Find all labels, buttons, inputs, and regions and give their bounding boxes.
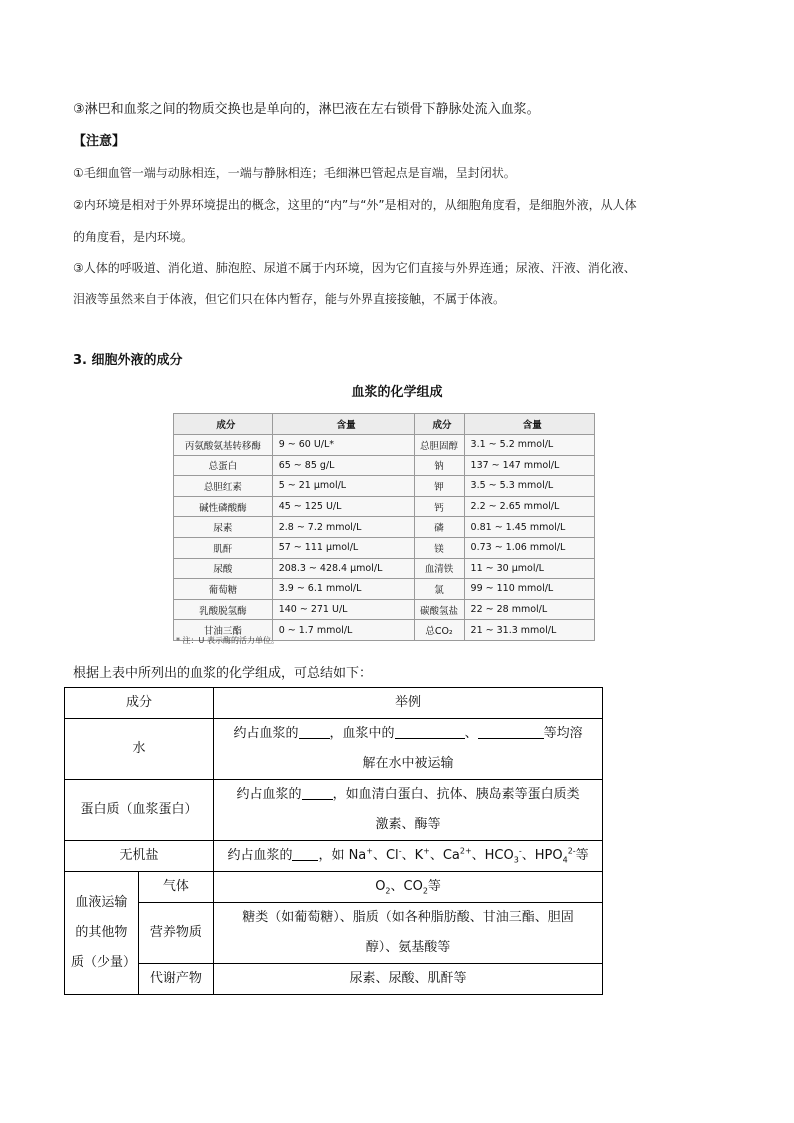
cell: 2.2 ~ 2.65 mmol/L [464,496,594,517]
water-label: 水 [65,719,214,780]
table-row [174,496,595,517]
water-blank-percent[interactable] [299,724,330,739]
cell: 21 ~ 31.3 mmol/L [464,620,594,641]
cell: 0.73 ~ 1.06 mmol/L [464,537,594,558]
water-text-2: ，血浆中的 [329,726,395,741]
summary-intro: 根据上表中所列出的血浆的化学组成，可总结如下： [73,666,373,681]
salt-text-1: 约占血浆的 [227,848,293,863]
cell: 11 ~ 30 μmol/L [464,558,594,579]
plasma-table-footnote: * 注：U 表示酶的活力单位。 [176,636,279,645]
note-item-3-line-2: 泪液等虽然来自于体液，但它们只在体内暂存，能与外界直接接触，不属于体液。 [73,292,506,306]
table-row [174,537,595,558]
protein-example [214,780,603,841]
plasma-composition-table [173,413,595,641]
table-row [174,455,595,476]
summary-row-waste [65,964,603,995]
cell: 45 ~ 125 U/L [272,496,414,517]
summary-header-row [65,688,603,719]
summary-row-salt [65,841,603,872]
cell: 99 ~ 110 mmol/L [464,579,594,600]
cell: 氯 [414,579,464,600]
other-label-line-2: 的其他物 [75,925,128,940]
gas-text-2: 、CO [390,879,423,894]
gas-text-3: 等 [427,879,441,894]
header-component-2: 成分 [414,414,464,435]
salt-hpo4-charge: 2- [567,846,576,856]
nutrient-example [214,903,603,964]
salt-cl-charge: - [398,846,402,856]
plasma-table-title: 血浆的化学组成 [351,385,443,400]
cell: 钠 [414,455,464,476]
cell: 65 ~ 85 g/L [272,455,414,476]
cell: 总蛋白 [174,455,273,476]
gas-o2-subscript: 2 [385,886,391,896]
cell: 碳酸氢盐 [414,599,464,620]
table-row [174,517,595,538]
summary-row-nutrient [65,903,603,964]
summary-table [64,687,603,995]
cell: 22 ~ 28 mmol/L [464,599,594,620]
summary-row-protein [65,780,603,841]
table-row [174,558,595,579]
note-item-3-line-1: ③人体的呼吸道、消化道、肺泡腔、尿道不属于内环境，因为它们直接与外界连通；尿液、汗液、消化液、 [73,261,636,275]
cell: 镁 [414,537,464,558]
note-item-1: ①毛细血管一端与动脉相连，一端与静脉相连；毛细淋巴管起点是盲端，呈封闭状。 [73,166,516,180]
salt-hco3-charge: - [518,846,522,856]
cell: 葡萄糖 [174,579,273,600]
summary-row-gas [65,872,603,903]
section-heading: 3. 细胞外液的成分 [73,353,183,368]
cell: 磷 [414,517,464,538]
salt-text-8: 等 [575,848,589,863]
gas-text-1: O [375,879,386,894]
table-row [174,435,595,456]
salt-blank-percent[interactable] [292,846,318,861]
salt-k-charge: + [423,846,430,856]
water-text-4: 等均溶 [543,726,583,741]
nutrient-label: 营养物质 [138,903,213,964]
other-substances-label [65,872,139,995]
table-row [174,579,595,600]
salt-text-7: 、HPO [521,848,563,863]
water-blank-substance-2[interactable] [478,724,544,739]
salt-text-3: 、Cl [372,848,399,863]
cell: 总胆固醇 [414,435,464,456]
cell: 3.1 ~ 5.2 mmol/L [464,435,594,456]
waste-example: 尿素、尿酸、肌酐等 [214,964,603,995]
gas-co2-subscript: 2 [422,886,428,896]
cell: 140 ~ 271 U/L [272,599,414,620]
summary-header-component: 成分 [65,688,214,719]
paragraph-lymph-exchange: ③淋巴和血浆之间的物质交换也是单向的，淋巴液在左右锁骨下静脉处流入血浆。 [73,102,540,117]
table-row [174,599,595,620]
cell: 3.5 ~ 5.3 mmol/L [464,476,594,497]
other-label-line-3: 质（少量） [71,955,137,970]
salt-label: 无机盐 [65,841,214,872]
water-text-5: 解在水中被运输 [362,756,454,771]
cell: 137 ~ 147 mmol/L [464,455,594,476]
note-item-2-line-2: 的角度看，是内环境。 [73,230,194,244]
cell: 尿酸 [174,558,273,579]
cell: 2.8 ~ 7.2 mmol/L [272,517,414,538]
gas-example [214,872,603,903]
header-content-1: 含量 [272,414,414,435]
protein-text-1: 约占血浆的 [236,787,302,802]
cell: 57 ~ 111 μmol/L [272,537,414,558]
salt-text-6: 、HCO [471,848,514,863]
salt-example [214,841,603,872]
water-text-1: 约占血浆的 [233,726,299,741]
salt-hpo4-subscript: 4 [562,855,568,865]
table-row [174,476,595,497]
protein-text-2: ，如血清白蛋白、抗体、胰岛素等蛋白质类 [332,787,580,802]
cell: 甘油三酯 [174,620,273,641]
note-heading: 【注意】 [73,134,126,149]
summary-header-example: 举例 [214,688,603,719]
salt-na-charge: + [366,846,373,856]
cell: 总CO₂ [414,620,464,641]
cell: 总胆红素 [174,476,273,497]
protein-label: 蛋白质（血浆蛋白） [65,780,214,841]
cell: 0 ~ 1.7 mmol/L [272,620,414,641]
water-example [214,719,603,780]
summary-row-water [65,719,603,780]
gas-label: 气体 [138,872,213,903]
water-text-3: 、 [464,726,478,741]
nutrient-line-1: 糖类（如葡萄糖）、脂质（如各种脂肪酸、甘油三酯、胆固 [242,910,574,925]
salt-ca-charge: 2+ [459,846,472,856]
cell: 尿素 [174,517,273,538]
plasma-table-header-row [174,414,595,435]
cell: 碱性磷酸酶 [174,496,273,517]
cell: 肌酐 [174,537,273,558]
salt-hco3-subscript: 3 [513,855,519,865]
salt-text-4: 、K [401,848,424,863]
cell: 5 ~ 21 μmol/L [272,476,414,497]
cell: 钾 [414,476,464,497]
cell: 丙氨酸氨基转移酶 [174,435,273,456]
protein-text-3: 激素、酶等 [375,817,441,832]
cell: 0.81 ~ 1.45 mmol/L [464,517,594,538]
other-label-line-1: 血液运输 [75,895,128,910]
header-component-1: 成分 [174,414,273,435]
protein-blank-percent[interactable] [302,785,333,800]
header-content-2: 含量 [464,414,594,435]
cell: 乳酸脱氢酶 [174,599,273,620]
note-item-2-line-1: ②内环境是相对于外界环境提出的概念，这里的“内”与“外”是相对的，从细胞角度看，是细胞外液，从人体 [73,198,637,212]
cell: 208.3 ~ 428.4 μmol/L [272,558,414,579]
nutrient-line-2: 醇）、氨基酸等 [365,940,451,955]
cell: 9 ~ 60 U/L* [272,435,414,456]
salt-text-5: 、Ca [429,848,460,863]
cell: 3.9 ~ 6.1 mmol/L [272,579,414,600]
cell: 血清铁 [414,558,464,579]
water-blank-substance-1[interactable] [395,724,465,739]
cell: 钙 [414,496,464,517]
waste-label: 代谢产物 [138,964,213,995]
salt-text-2: ，如 Na [318,848,367,863]
